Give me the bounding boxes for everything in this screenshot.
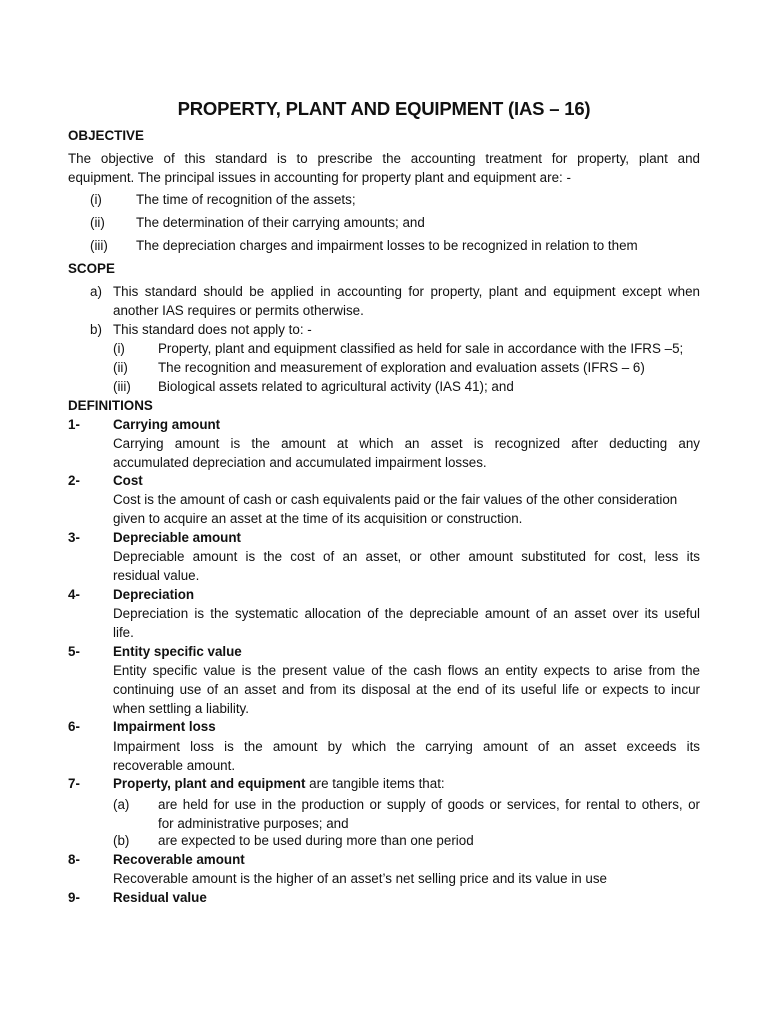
definition-term: Entity specific value xyxy=(113,644,242,659)
definition-text-line: continuing use of an asset and from its disposal at the end of its useful life or expects to incur xyxy=(113,682,700,697)
scope-sub-text: Property, plant and equipment classified as held for sale in accordance with the IFRS –5; xyxy=(158,341,684,356)
definition-number: 3- xyxy=(68,530,80,545)
definition-text-line: accumulated depreciation and accumulated impairment losses. xyxy=(113,455,487,470)
objective-heading: OBJECTIVE xyxy=(68,128,144,143)
objective-item-marker: (i) xyxy=(90,192,102,207)
definition-text-line: life. xyxy=(113,625,134,640)
scope-sub-text: Biological assets related to agricultural activity (IAS 41); and xyxy=(158,379,514,394)
definition-number: 9- xyxy=(68,890,80,905)
definition-text-line: residual value. xyxy=(113,568,200,583)
definition-text-line: Carrying amount is the amount at which an asset is recognized after deducting any xyxy=(113,436,700,451)
definition-term: Depreciable amount xyxy=(113,530,241,545)
scope-heading: SCOPE xyxy=(68,261,115,276)
definition-text-line: Recoverable amount is the higher of an asset’s net selling price and its value in use xyxy=(113,871,608,886)
definition-text-line: Impairment loss is the amount by which the carrying amount of an asset exceeds its xyxy=(113,739,700,754)
definition-sub-text-line: for administrative purposes; and xyxy=(158,816,349,831)
definition-sub-marker: (b) xyxy=(113,833,130,848)
scope-sub-marker: (i) xyxy=(113,341,125,356)
definition-text-line: when settling a liability. xyxy=(113,701,249,716)
objective-item-text: The depreciation charges and impairment losses to be recognized in relation to them xyxy=(136,238,638,253)
scope-sub-text: The recognition and measurement of exploration and evaluation assets (IFRS – 6) xyxy=(158,360,645,375)
definition-number: 4- xyxy=(68,587,80,602)
scope-sub-marker: (ii) xyxy=(113,360,128,375)
definition-number: 1- xyxy=(68,417,80,432)
definition-text-line: Entity specific value is the present value of the cash flows an entity expects to arise from the xyxy=(113,663,700,678)
definition-number: 8- xyxy=(68,852,80,867)
scope-item-marker: a) xyxy=(90,284,102,299)
definition-term: Residual value xyxy=(113,890,207,905)
definition-term: Depreciation xyxy=(113,587,195,602)
definition-sub-text-line: are held for use in the production or supply of goods or services, for rental to others, or xyxy=(158,797,700,812)
objective-paragraph-line-2: equipment. The principal issues in accounting for property plant and equipment are: - xyxy=(68,170,571,185)
definition-text-line: Depreciation is the systematic allocation of the depreciable amount of an asset over its useful xyxy=(113,606,700,621)
definition-term: Cost xyxy=(113,473,143,488)
definition-number: 6- xyxy=(68,719,80,734)
objective-item-text: The determination of their carrying amounts; and xyxy=(136,215,425,230)
definition-text-line: recoverable amount. xyxy=(113,758,236,773)
definition-term: Recoverable amount xyxy=(113,852,245,867)
definition-term-continuation: are tangible items that: xyxy=(305,776,445,791)
objective-paragraph-line-1: The objective of this standard is to prescribe the accounting treatment for property, plant and xyxy=(68,151,700,166)
definition-term: Property, plant and equipment xyxy=(113,776,306,791)
objective-item-text: The time of recognition of the assets; xyxy=(136,192,356,207)
page-title: PROPERTY, PLANT AND EQUIPMENT (IAS – 16) xyxy=(177,98,591,119)
definition-number: 5- xyxy=(68,644,80,659)
definition-number: 7- xyxy=(68,776,80,791)
definition-text-line: given to acquire an asset at the time of its acquisition or construction. xyxy=(113,511,523,526)
scope-item-b-text: This standard does not apply to: - xyxy=(113,322,312,337)
scope-sub-marker: (iii) xyxy=(113,379,131,394)
objective-item-marker: (ii) xyxy=(90,215,105,230)
scope-item-a-line-2: another IAS requires or permits otherwise. xyxy=(113,303,364,318)
definitions-heading: DEFINITIONS xyxy=(68,398,153,413)
definition-sub-marker: (a) xyxy=(113,797,130,812)
scope-item-marker: b) xyxy=(90,322,102,337)
definition-term-line xyxy=(113,774,445,793)
scope-item-a-line-1: This standard should be applied in accounting for property, plant and equipment except when xyxy=(113,284,700,299)
definition-term: Impairment loss xyxy=(113,719,216,734)
definition-text-line: Cost is the amount of cash or cash equivalents paid or the fair values of the other consideration xyxy=(113,492,678,507)
definition-term: Carrying amount xyxy=(113,417,221,432)
definition-sub-text-line: are expected to be used during more than one period xyxy=(158,833,474,848)
objective-item-marker: (iii) xyxy=(90,238,108,253)
definition-text-line: Depreciable amount is the cost of an asset, or other amount substituted for cost, less its xyxy=(113,549,700,564)
definition-number: 2- xyxy=(68,473,80,488)
